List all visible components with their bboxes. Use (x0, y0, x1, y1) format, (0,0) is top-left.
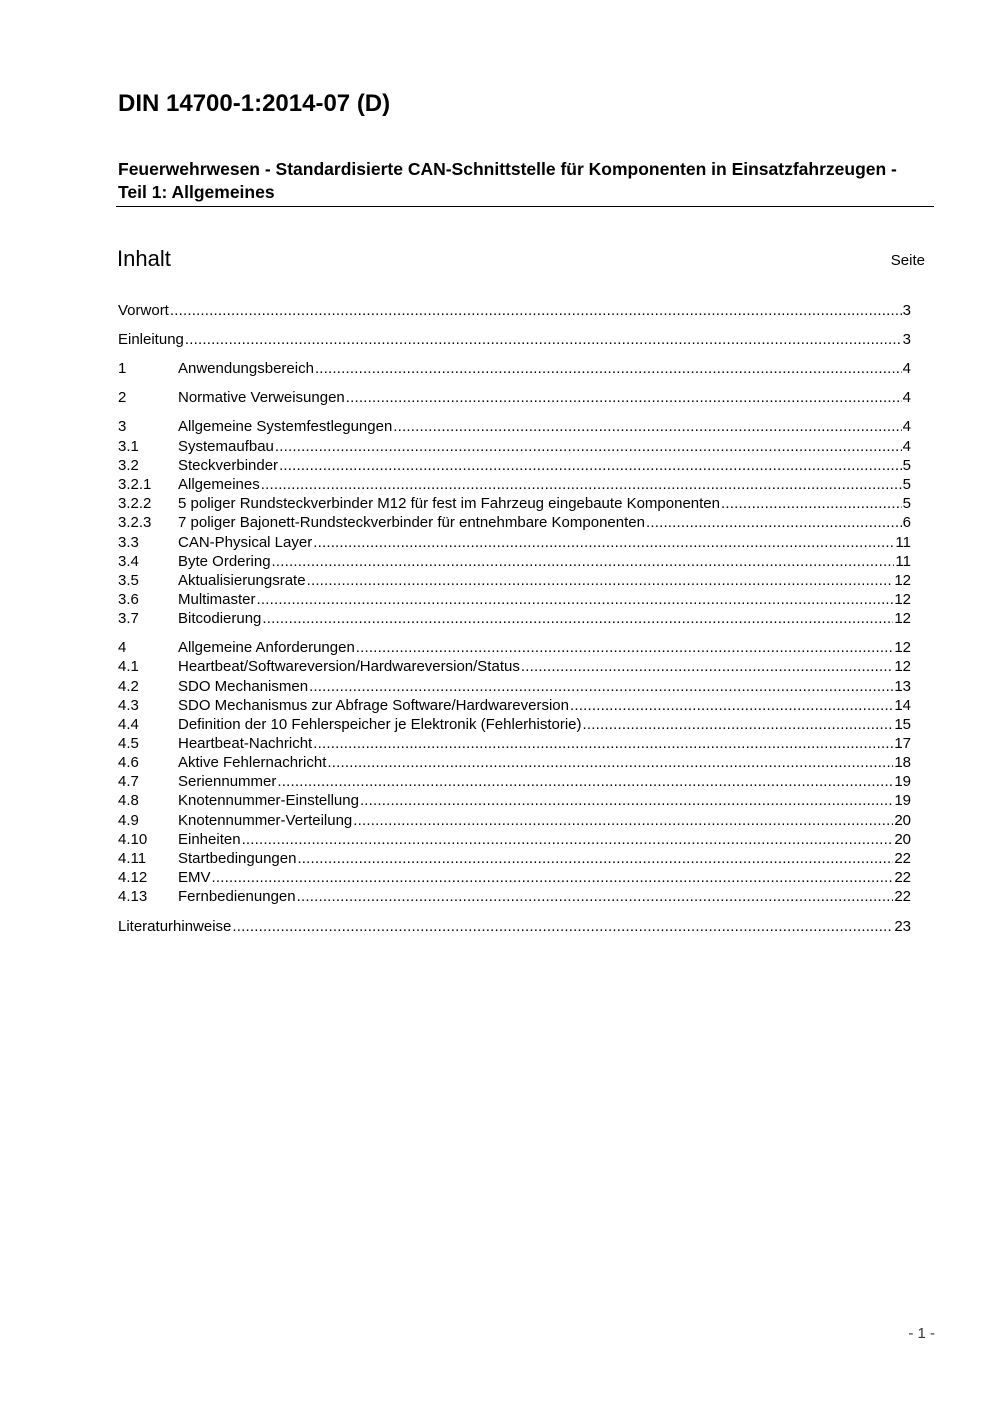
toc-entry (118, 715, 911, 734)
toc-entry (118, 456, 911, 475)
toc-entry-number: 3.4 (118, 553, 139, 570)
toc-leader-dots (277, 772, 893, 791)
toc-entry-page: 4 (902, 438, 911, 455)
toc-entry-number: 4.9 (118, 812, 139, 829)
toc-entry (118, 330, 911, 349)
toc-entry-number: 4.1 (118, 658, 139, 675)
toc-entry-title: CAN-Physical Layer (178, 534, 313, 551)
toc-leader-dots (212, 868, 894, 887)
toc-entry-page: 23 (894, 918, 911, 935)
toc-entry-title: 5 poliger Rundsteckverbinder M12 für fest im Fahrzeug eingebaute Komponenten (178, 495, 720, 512)
toc-entry (118, 301, 911, 320)
toc-entry-title: Systemaufbau (178, 438, 274, 455)
toc-entry-page: 22 (894, 888, 911, 905)
toc-entry-title: Heartbeat-Nachricht (178, 735, 313, 752)
toc-leader-dots (257, 590, 894, 609)
toc-leader-dots (297, 849, 893, 868)
toc-entry-number: 4.8 (118, 792, 139, 809)
toc-leader-dots (583, 715, 894, 734)
toc-entry (118, 437, 911, 456)
toc-entry-page: 11 (895, 534, 911, 551)
toc-leader-dots (315, 359, 902, 378)
toc-entry-number: 4 (118, 639, 127, 656)
toc-entry (118, 917, 911, 936)
toc-entry (118, 830, 911, 849)
toc-entry-page: 12 (894, 610, 911, 627)
toc-entry-page: 5 (902, 457, 911, 474)
toc-entry (118, 388, 911, 407)
toc-entry-title: Literaturhinweise (118, 918, 232, 935)
toc-leader-dots (356, 638, 894, 657)
toc-entry-number: 4.5 (118, 735, 139, 752)
toc-entry (118, 513, 911, 532)
toc-entry-page: 12 (894, 639, 911, 656)
toc-entry (118, 696, 911, 715)
toc-entry-page: 20 (894, 812, 911, 829)
toc-leader-dots (279, 456, 902, 475)
toc-entry-page: 22 (894, 869, 911, 886)
toc-entry-title: Allgemeines (178, 476, 260, 493)
toc-leader-dots (313, 533, 894, 552)
toc-entry (118, 753, 911, 772)
toc-leader-dots (262, 609, 893, 628)
toc-entry-number: 3.2.1 (118, 476, 152, 493)
toc-entry-title: Knotennummer-Einstellung (178, 792, 359, 809)
toc-entry-page: 4 (902, 389, 911, 406)
toc-entry-title: Einleitung (118, 331, 184, 348)
toc-entry-title: Byte Ordering (178, 553, 271, 570)
toc-entry-title: Knotennummer-Verteilung (178, 812, 353, 829)
toc-entry-page: 5 (902, 495, 911, 512)
page-column-label: Seite (890, 252, 925, 269)
toc-leader-dots (185, 330, 902, 349)
toc-entry (118, 811, 911, 830)
toc-entry-number: 1 (118, 360, 127, 377)
toc-entry-title: SDO Mechanismen (178, 678, 309, 695)
toc-entry-page: 4 (902, 360, 911, 377)
toc-entry (118, 657, 911, 676)
toc-entry (118, 571, 911, 590)
toc-entry-title: Fernbedienungen (178, 888, 296, 905)
toc-entry-title: SDO Mechanismus zur Abfrage Software/Hardwareversion (178, 697, 569, 714)
toc-entry-title: Anwendungsbereich (178, 360, 314, 377)
toc-entry-number: 4.4 (118, 716, 139, 733)
toc-leader-dots (272, 552, 895, 571)
toc-entry-page: 15 (894, 716, 911, 733)
toc-leader-dots (346, 388, 902, 407)
toc-entry (118, 475, 911, 494)
toc-entry (118, 359, 911, 378)
toc-entry-title: Normative Verweisungen (178, 389, 345, 406)
toc-entry-page: 18 (894, 754, 911, 771)
toc-entry-number: 3.1 (118, 438, 139, 455)
toc-entry-number: 4.7 (118, 773, 139, 790)
toc-entry-page: 3 (902, 331, 911, 348)
toc-leader-dots (261, 475, 902, 494)
toc-entry-title: Seriennummer (178, 773, 277, 790)
toc-entry (118, 849, 911, 868)
toc-entry (118, 868, 911, 887)
toc-entry-number: 4.6 (118, 754, 139, 771)
toc-entry-page: 12 (894, 591, 911, 608)
toc-entry-title: Allgemeine Systemfestlegungen (178, 418, 393, 435)
toc-leader-dots (232, 917, 893, 936)
toc-entry (118, 590, 911, 609)
toc-leader-dots (353, 811, 893, 830)
toc-entry-page: 19 (894, 792, 911, 809)
toc-entry (118, 417, 911, 436)
toc-entry-title: Vorwort (118, 302, 169, 319)
title-divider (116, 206, 934, 207)
toc-leader-dots (570, 696, 893, 715)
document-subtitle: Feuerwehrwesen - Standardisierte CAN-Schnittstelle für Komponenten in Einsatzfahrzeugen - Teil 1: Allgemeines (118, 159, 897, 202)
toc-entry-number: 4.11 (118, 850, 147, 867)
toc-entry-page: 5 (902, 476, 911, 493)
page-number: - 1 - (908, 1325, 935, 1342)
toc-leader-dots (313, 734, 893, 753)
toc-entry (118, 638, 911, 657)
toc-entry-page: 12 (894, 572, 911, 589)
toc-entry-page: 20 (894, 831, 911, 848)
toc-leader-dots (170, 301, 902, 320)
toc-entry-number: 3.7 (118, 610, 139, 627)
toc-entry-title: Multimaster (178, 591, 256, 608)
toc-entry-title: Allgemeine Anforderungen (178, 639, 355, 656)
toc-entry (118, 533, 911, 552)
document-title: DIN 14700-1:2014-07 (D) (118, 90, 391, 117)
toc-entry-page: 4 (902, 418, 911, 435)
toc-entry (118, 494, 911, 513)
toc-entry (118, 772, 911, 791)
toc-entry-title: Einheiten (178, 831, 241, 848)
toc-entry-number: 3.2.3 (118, 514, 152, 531)
toc-entry-page: 6 (902, 514, 911, 531)
toc-leader-dots (721, 494, 902, 513)
toc-entry-number: 3.3 (118, 534, 139, 551)
toc-leader-dots (275, 437, 902, 456)
toc-entry-page: 14 (894, 697, 911, 714)
toc-entry-number: 4.13 (118, 888, 148, 905)
toc-entry (118, 677, 911, 696)
toc-entry-title: Aktive Fehlernachricht (178, 754, 327, 771)
toc-entry-number: 3.6 (118, 591, 139, 608)
toc-leader-dots (646, 513, 902, 532)
toc-entry-page: 19 (894, 773, 911, 790)
toc-entry-page: 22 (894, 850, 911, 867)
toc-entry-page: 12 (894, 658, 911, 675)
toc-entry-page: 11 (895, 553, 911, 570)
toc-entry (118, 609, 911, 628)
toc-entry-title: Aktualisierungsrate (178, 572, 306, 589)
toc-entry-number: 3.5 (118, 572, 139, 589)
toc-leader-dots (327, 753, 893, 772)
toc-leader-dots (307, 571, 894, 590)
toc-entry-title: Definition der 10 Fehlerspeicher je Elektronik (Fehlerhistorie) (178, 716, 582, 733)
toc-entry-title: EMV (178, 869, 211, 886)
toc-entry-title: 7 poliger Bajonett-Rundsteckverbinder für entnehmbare Komponenten (178, 514, 645, 531)
toc-entry-number: 3.2.2 (118, 495, 152, 512)
toc-leader-dots (360, 791, 893, 810)
toc-entry-number: 3.2 (118, 457, 139, 474)
toc-leader-dots (521, 657, 893, 676)
toc-entry-page: 3 (902, 302, 911, 319)
toc-entry-title: Heartbeat/Softwareversion/Hardwareversion/Status (178, 658, 520, 675)
toc-entry-title: Bitcodierung (178, 610, 262, 627)
toc-entry (118, 887, 911, 906)
toc-entry (118, 552, 911, 571)
toc-leader-dots (309, 677, 893, 696)
toc-leader-dots (297, 887, 894, 906)
toc-heading: Inhalt (117, 246, 171, 271)
toc-entry-number: 4.12 (118, 869, 148, 886)
toc-entry-title: Startbedingungen (178, 850, 297, 867)
toc-entry (118, 734, 911, 753)
toc-entry-number: 4.2 (118, 678, 139, 695)
toc-leader-dots (242, 830, 894, 849)
toc-entry-number: 4.3 (118, 697, 139, 714)
toc-entry-page: 13 (894, 678, 911, 695)
toc-entry-number: 3 (118, 418, 127, 435)
toc-leader-dots (393, 417, 901, 436)
toc-entry-number: 2 (118, 389, 127, 406)
toc-entry-page: 17 (894, 735, 911, 752)
toc-entry-number: 4.10 (118, 831, 148, 848)
toc-entry (118, 791, 911, 810)
toc-entry-title: Steckverbinder (178, 457, 279, 474)
